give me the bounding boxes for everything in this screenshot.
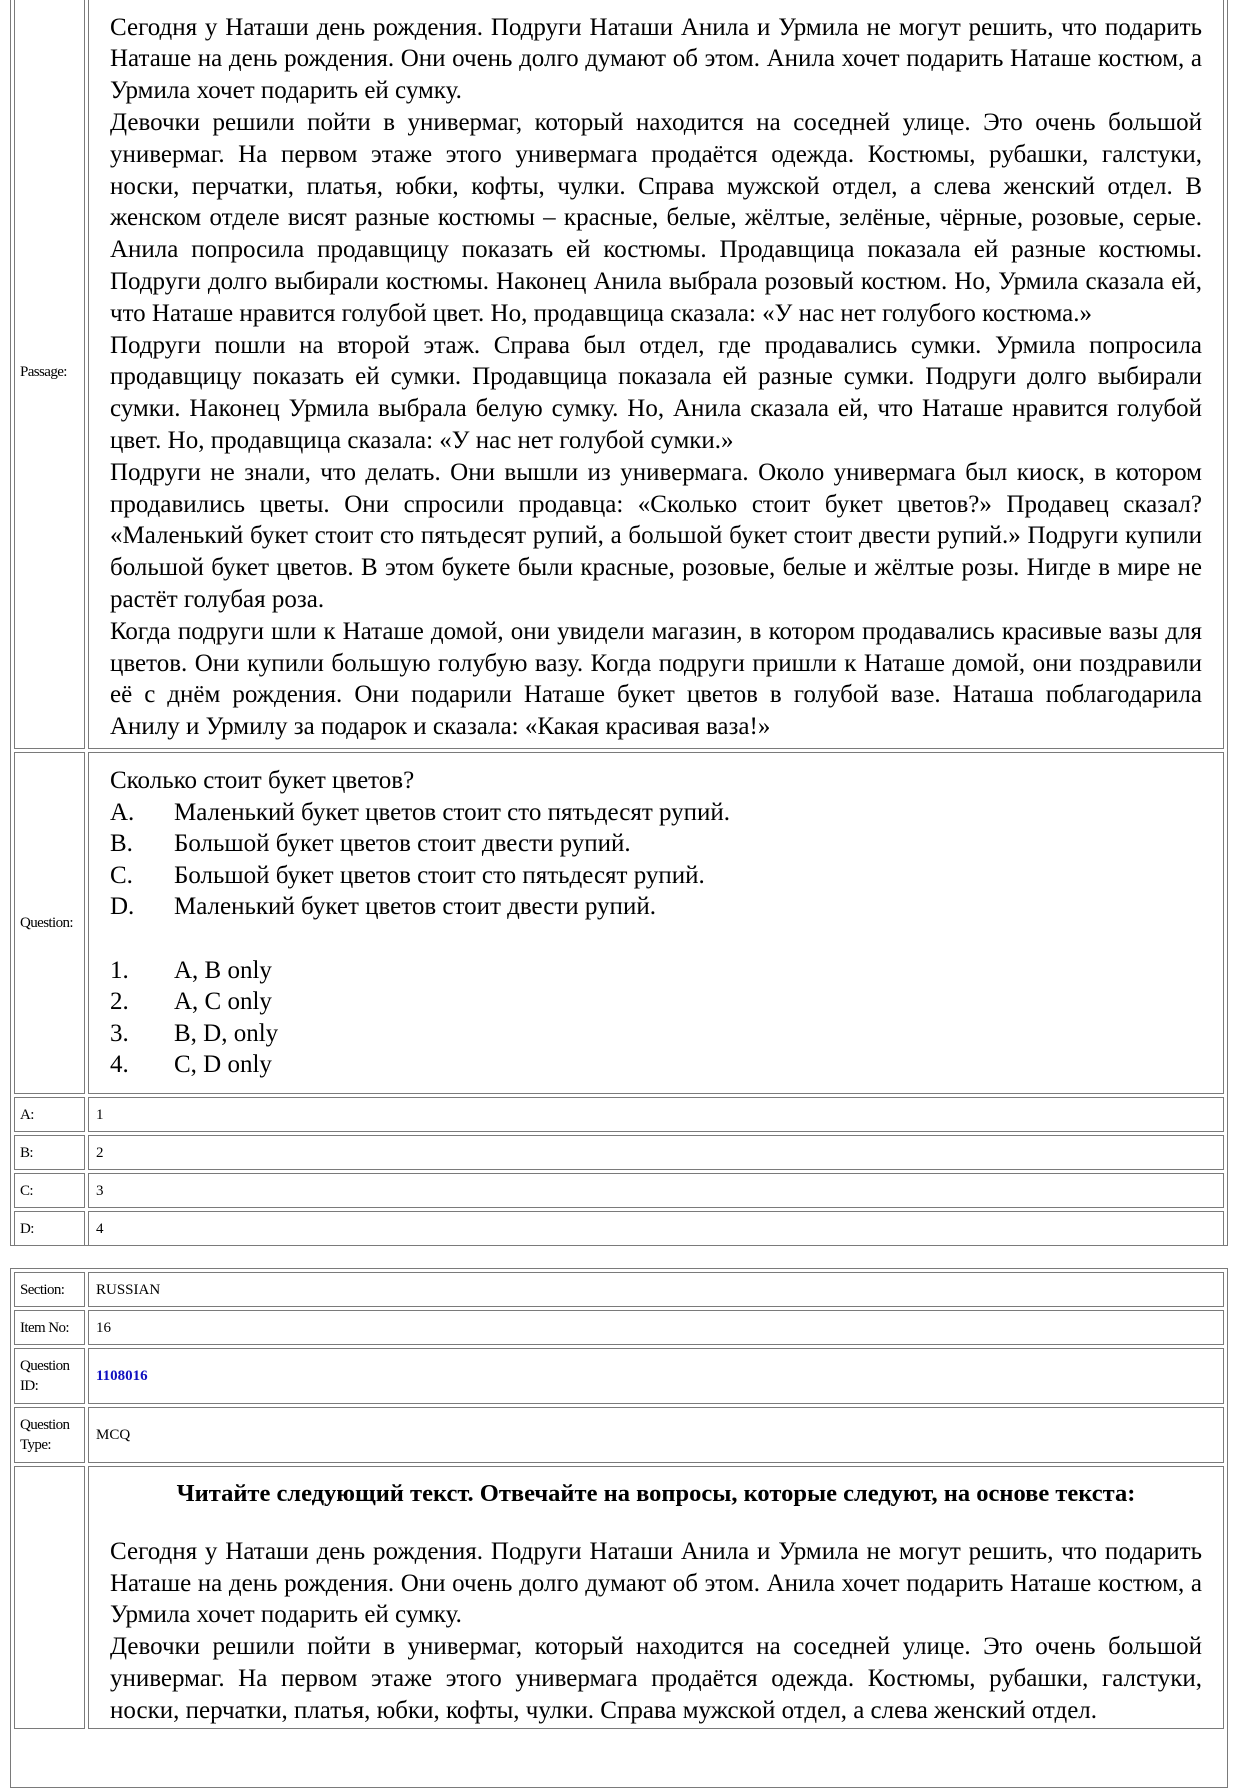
- choice-2: [110, 986, 1202, 1018]
- passage-paragraph: Подруги пошли на второй этаж. Справа был отдел, где продавались сумки. Урмила попросила продавщицу показать ей сумки. Продавщица показала ей разные сумки. Подруги долго выбирали сумки. Наконец Урмила выбрала белую сумку. Но, Анила сказала ей, что Наташе нравится голубой цвет. Но, продавщица сказала: «У нас нет голубой сумки.»: [110, 331, 1202, 455]
- answer-row-a: [14, 1097, 1224, 1132]
- answer-value-b: 2: [88, 1135, 1224, 1170]
- question-type-label: Question Type:: [14, 1407, 85, 1463]
- choice-1: [110, 955, 1202, 987]
- statement-b: [110, 828, 1202, 860]
- passage-cell: [88, 1466, 1224, 1729]
- statement-text: Большой букет цветов стоит двести рупий.: [174, 830, 631, 858]
- passage-paragraph: Девочки решили пойти в универмаг, который находится на соседней улице. Это очень большой универмаг. На первом этаже этого универмага продаётся одежда. Костюмы, рубашки, галстуки, носки, перчатки, платья, юбки, кофты, чулки. Справа мужской отдел, а слева женский отдел. В женском отделе висят разные костюмы – красные, белые, жёлтые, зелёные, чёрные, розовые, серые. Анила попросила продавщицу показать ей костюмы. Продавщица показала ей разные костюмы. Подруги долго выбирали костюмы. Наконец Анила выбрала розовый костюм. Но, Урмила сказала ей, что Наташе нравится голубой цвет. Но, продавщица сказала: «У нас нет голубого костюма.»: [110, 109, 1202, 327]
- question-block-15: [10, 0, 1228, 1246]
- answer-label-d: D:: [14, 1211, 85, 1246]
- choice-key: 1.: [110, 956, 129, 984]
- choice-key: 2.: [110, 988, 129, 1016]
- question-type-row: [14, 1407, 1224, 1463]
- statement-a: [110, 797, 1202, 829]
- statement-text: Маленький букет цветов стоит сто пятьдесят рупий.: [174, 798, 731, 826]
- passage-label: Passage:: [14, 0, 85, 749]
- question-body: [90, 755, 1222, 1091]
- answer-label-b: B:: [14, 1135, 85, 1170]
- statement-text: Маленький букет цветов стоит двести рупий.: [174, 893, 656, 921]
- passage-row: [14, 0, 1224, 749]
- passage-text: [90, 12, 1222, 747]
- choice-text: A, B only: [174, 956, 272, 984]
- item-no-row: [14, 1310, 1224, 1345]
- statement-key: A.: [110, 798, 135, 826]
- question-cell: [88, 752, 1224, 1094]
- answer-value-d: 4: [88, 1211, 1224, 1246]
- answer-row-b: [14, 1135, 1224, 1170]
- passage-label-empty: [14, 1466, 85, 1729]
- statement-key: B.: [110, 830, 133, 858]
- statement-c: [110, 860, 1202, 892]
- answer-label-a: A:: [14, 1097, 85, 1132]
- question-type-value: MCQ: [88, 1407, 1224, 1463]
- passage-instruction: Читайте следующий текст. Отвечайте на вопросы, которые следуют, на основе текста:: [176, 1480, 1136, 1507]
- choice-text: B, D, only: [174, 1019, 279, 1047]
- choice-4: [110, 1049, 1202, 1081]
- answer-value-a: 1: [88, 1097, 1224, 1132]
- question-row: [14, 752, 1224, 1094]
- statement-text: Большой букет цветов стоит сто пятьдесят рупий.: [174, 861, 705, 889]
- choice-key: 4.: [110, 1051, 129, 1079]
- statement-key: D.: [110, 893, 135, 921]
- choice-key: 3.: [110, 1019, 129, 1047]
- question-table: [11, 0, 1227, 1249]
- question-id-row: [14, 1348, 1224, 1404]
- statement-key: C.: [110, 861, 133, 889]
- choice-3: [110, 1018, 1202, 1050]
- passage-paragraph: Девочки решили пойти в универмаг, который находится на соседней улице. Это очень большой универмаг. На первом этаже этого универмага продаётся одежда. Костюмы, рубашки, галстуки, носки, перчатки, платья, юбки, кофты, чулки. Справа мужской отдел, а слева женский отдел.: [110, 1633, 1202, 1724]
- statement-d: [110, 891, 1202, 923]
- item-no-value: 16: [88, 1310, 1224, 1345]
- passage-cell: [88, 0, 1224, 749]
- answer-value-c: 3: [88, 1173, 1224, 1208]
- passage-paragraph: Подруги не знали, что делать. Они вышли из универмага. Около универмага был киоск, в котором продавились цветы. Они спросили продавца: «Сколько стоит букет цветов?» Продавец сказал? «Маленький букет стоит сто пятьдесят рупий, а большой букет стоит двести рупий.» Подруги купили большой букет цветов. В этом букете были красные, розовые, белые и жёлтые розы. Нигде в мире не растёт голубая роза.: [110, 458, 1202, 614]
- choice-text: C, D only: [174, 1051, 272, 1079]
- question-id-link[interactable]: 1108016: [96, 1368, 148, 1384]
- item-no-label: Item No:: [14, 1310, 85, 1345]
- answer-row-c: [14, 1173, 1224, 1208]
- question-label: Question:: [14, 752, 85, 1094]
- question-block-16: [10, 1268, 1228, 1788]
- answer-label-c: C:: [14, 1173, 85, 1208]
- passage-text: [90, 1468, 1222, 1727]
- section-row: [14, 1272, 1224, 1307]
- section-value: RUSSIAN: [88, 1272, 1224, 1307]
- question-id-label: Question ID:: [14, 1348, 85, 1404]
- passage-row: [14, 1466, 1224, 1729]
- question-table: [11, 1269, 1227, 1732]
- answer-row-d: [14, 1211, 1224, 1246]
- section-label: Section:: [14, 1272, 85, 1307]
- choice-text: A, C only: [174, 988, 272, 1016]
- question-text: Сколько стоит букет цветов?: [110, 767, 415, 795]
- passage-paragraph: Когда подруги шли к Наташе домой, они увидели магазин, в котором продавались красивые вазы для цветов. Они купили большую голубую вазу. Когда подруги пришли к Наташе домой, они поздравили её с днём рождения. Они подарили Наташе букет цветов в голубой вазе. Наташа поблагодарила Анилу и Урмилу за подарок и сказала: «Какая красивая ваза!»: [110, 617, 1202, 741]
- passage-paragraph: Сегодня у Наташи день рождения. Подруги Наташи Анила и Урмила не могут решить, что подарить Наташе на день рождения. Они очень долго думают об этом. Анила хочет подарить Наташе костюм, а Урмила хочет подарить ей сумку.: [110, 1537, 1202, 1629]
- passage-paragraph: Сегодня у Наташи день рождения. Подруги Наташи Анила и Урмила не могут решить, что подарить Наташе на день рождения. Они очень долго думают об этом. Анила хочет подарить Наташе костюм, а Урмила хочет подарить ей сумку.: [110, 13, 1202, 105]
